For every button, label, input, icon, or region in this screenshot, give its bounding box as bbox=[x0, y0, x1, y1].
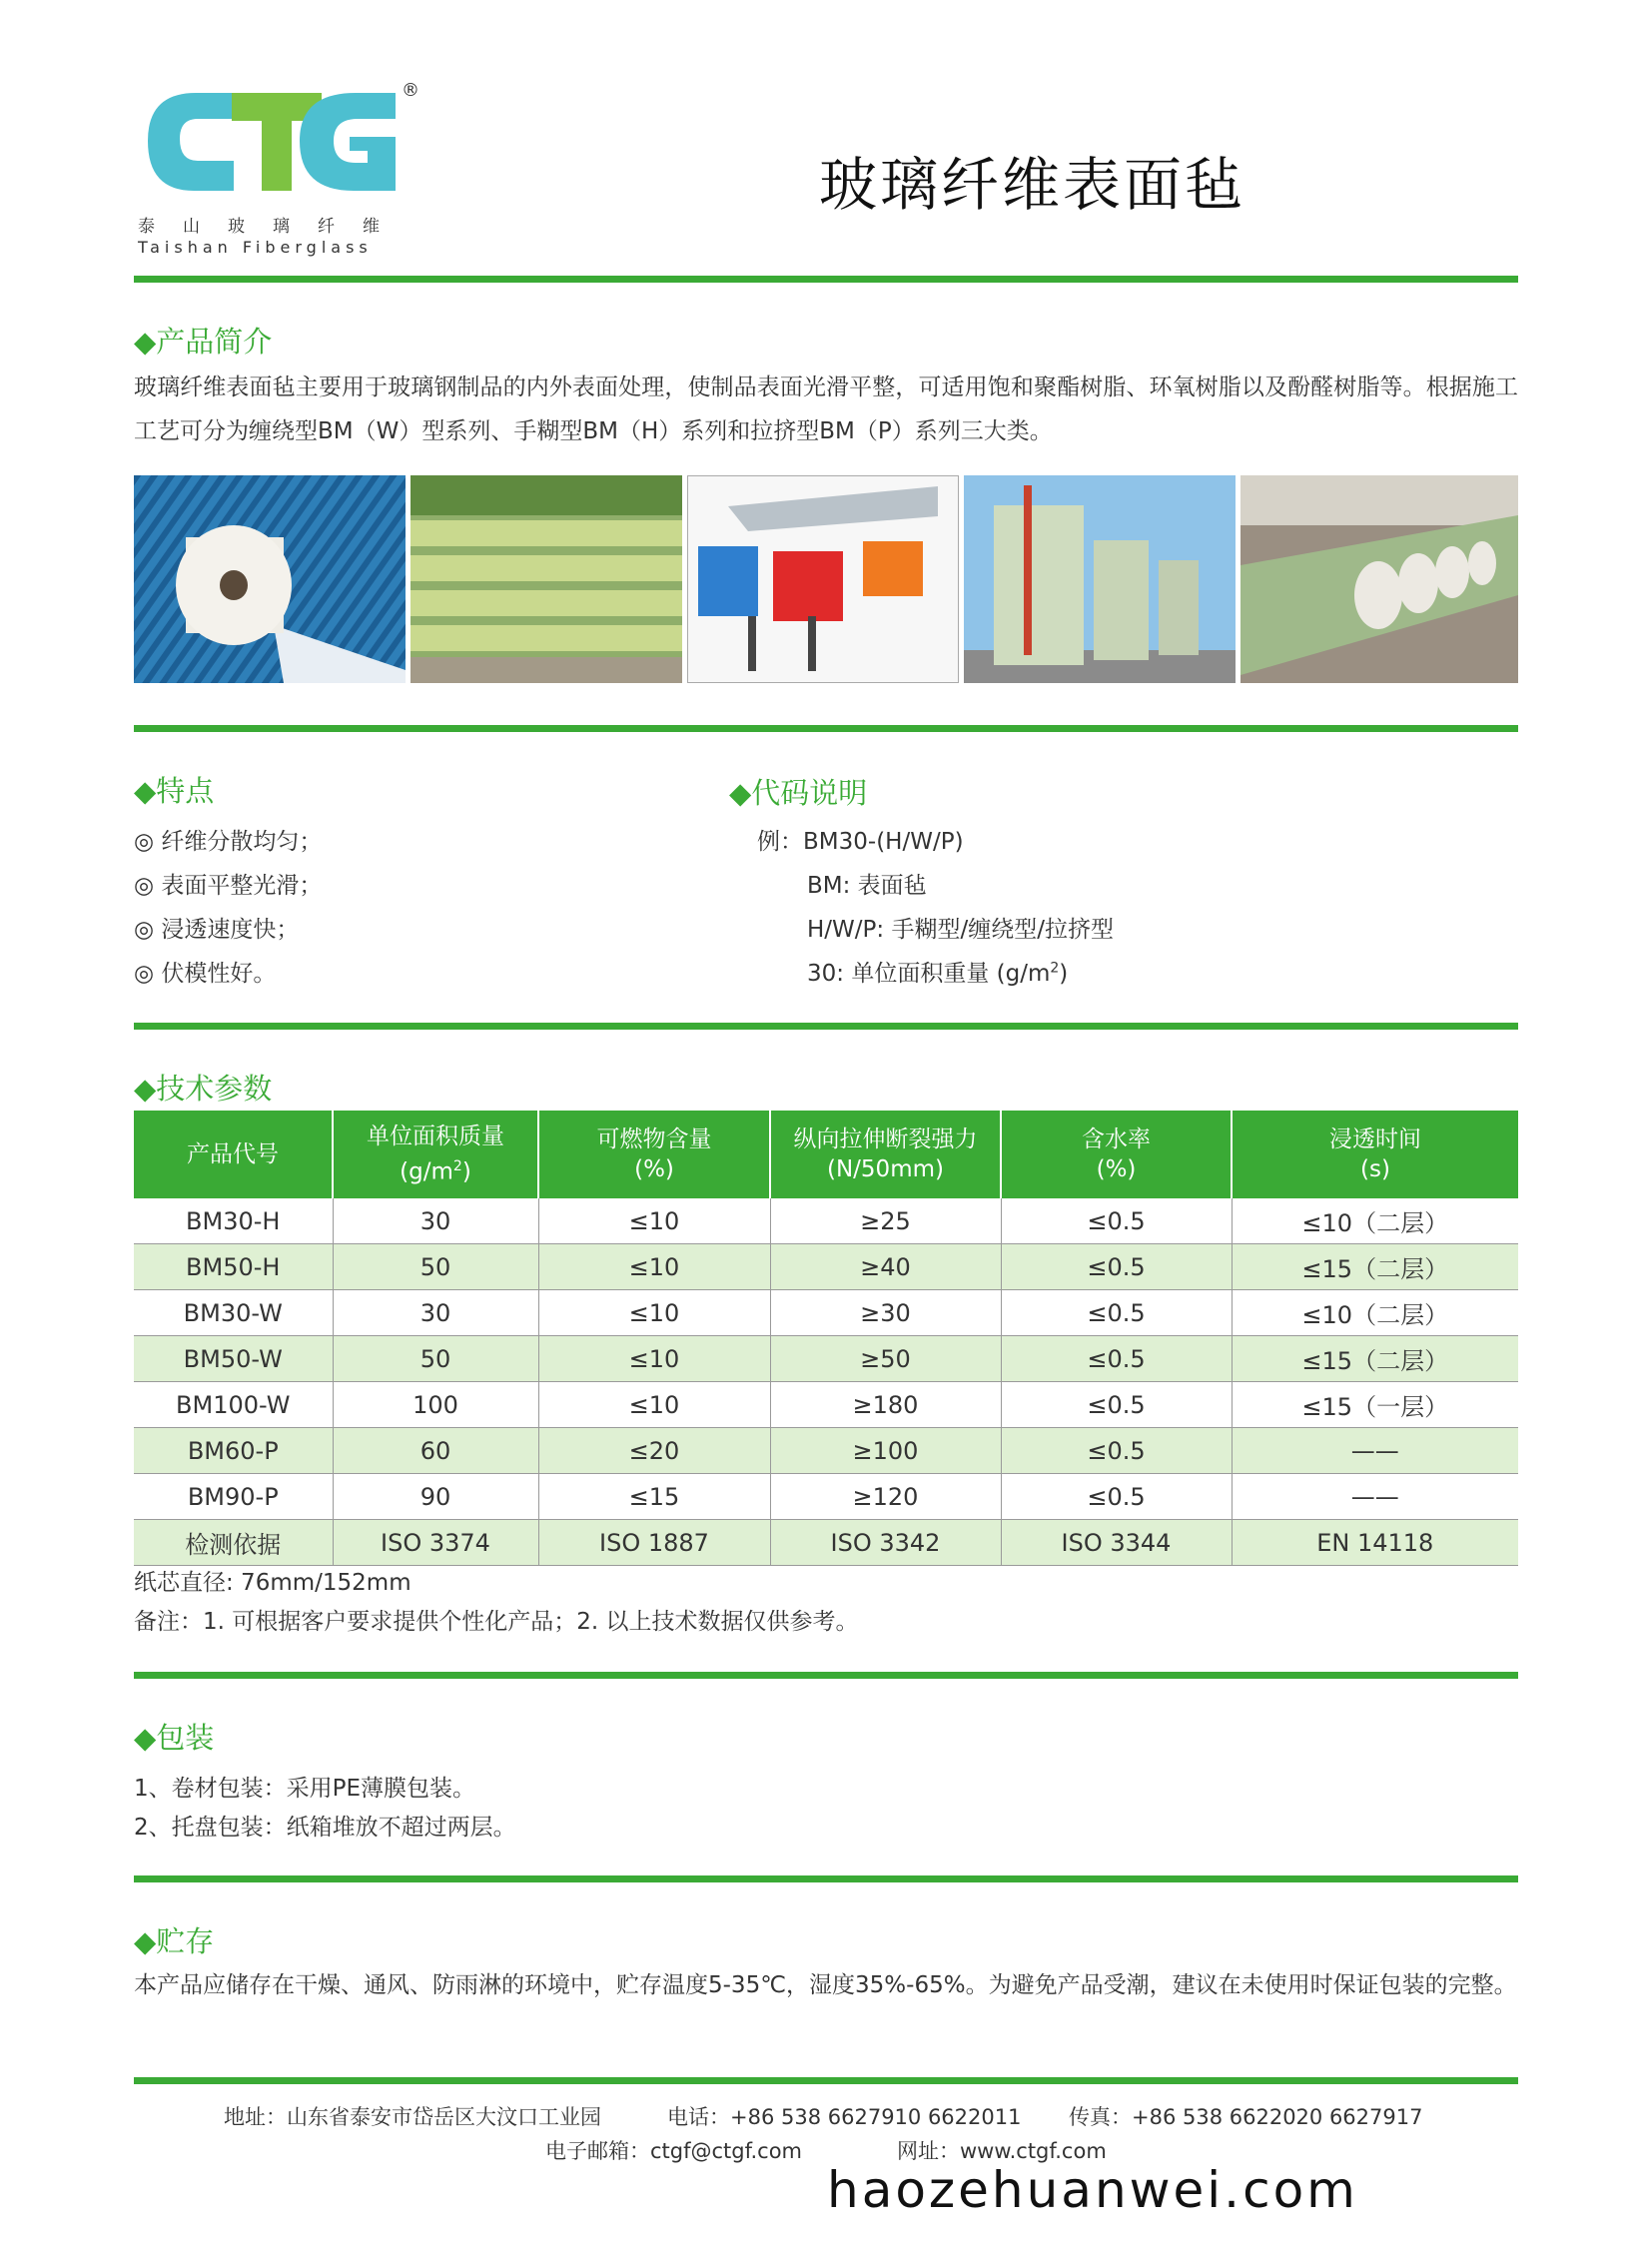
table-cell: ≤10 bbox=[538, 1290, 770, 1336]
table-cell: ≥180 bbox=[770, 1382, 1001, 1428]
table-cell: ≤0.5 bbox=[1001, 1382, 1232, 1428]
divider bbox=[134, 2077, 1518, 2084]
table-cell: ≥25 bbox=[770, 1198, 1001, 1244]
table-header-row bbox=[134, 1111, 1518, 1198]
table-row bbox=[134, 1244, 1518, 1290]
table-cell: ≤0.5 bbox=[1001, 1474, 1232, 1520]
table-cell: ≤15（一层） bbox=[1232, 1382, 1518, 1428]
feature-item: ◎ 纤维分散均匀； bbox=[134, 829, 323, 855]
table-cell: ≥120 bbox=[770, 1474, 1001, 1520]
footer-address: 地址：山东省泰安市岱岳区大汶口工业园 bbox=[224, 2105, 601, 2129]
table-row bbox=[134, 1428, 1518, 1474]
table-row bbox=[134, 1474, 1518, 1520]
photo-large-pipes bbox=[1240, 475, 1518, 683]
registered-mark: ® bbox=[402, 80, 419, 101]
table-cell: 90 bbox=[333, 1474, 538, 1520]
table-cell: ≥30 bbox=[770, 1290, 1001, 1336]
packing-heading: ◆包装 bbox=[134, 1721, 215, 1755]
table-cell: ≥40 bbox=[770, 1244, 1001, 1290]
th-tensile: 纵向拉伸断裂强力 (N/50mm) bbox=[770, 1111, 1001, 1198]
table-cell: BM90-P bbox=[134, 1474, 333, 1520]
code-unit-close: ) bbox=[1059, 961, 1069, 987]
th-wetout: 浸透时间 (s) bbox=[1232, 1111, 1518, 1198]
table-cell: 30 bbox=[333, 1290, 538, 1336]
footer-fax: 传真：+86 538 6622020 6627917 bbox=[1069, 2105, 1423, 2129]
tech-note: 备注：1. 可根据客户要求提供个性化产品；2. 以上技术数据仅供参考。 bbox=[134, 1609, 859, 1635]
table-row bbox=[134, 1336, 1518, 1382]
table-cell: —— bbox=[1232, 1428, 1518, 1474]
intro-text: 玻璃纤维表面毡主要用于玻璃钢制品的内外表面处理，使制品表面光滑平整，可适用饱和聚酯树脂、环氧树脂以及酚醛树脂等。根据施工工艺可分为缠绕型BM（W）型系列、手糊型BM（H）系列和拉挤型BM（P）系列三大类。 bbox=[134, 374, 1518, 444]
footer-phone: 电话：+86 538 6627910 6622011 bbox=[667, 2105, 1022, 2129]
table-cell: BM30-W bbox=[134, 1290, 333, 1336]
table-cell: BM50-W bbox=[134, 1336, 333, 1382]
footer-website[interactable]: 网址：www.ctgf.com bbox=[897, 2139, 1107, 2163]
th-code: 产品代号 bbox=[134, 1111, 333, 1198]
table-cell: EN 14118 bbox=[1232, 1520, 1518, 1566]
code-example: 例：BM30-(H/W/P) bbox=[757, 829, 964, 855]
table-cell: ≤10（二层） bbox=[1232, 1198, 1518, 1244]
table-cell: ≤10 bbox=[538, 1198, 770, 1244]
divider bbox=[134, 1023, 1518, 1030]
table-cell: BM100-W bbox=[134, 1382, 333, 1428]
table-row bbox=[134, 1382, 1518, 1428]
table-cell: ≤0.5 bbox=[1001, 1290, 1232, 1336]
packing-item: 1、卷材包装：采用PE薄膜包装。 bbox=[134, 1776, 476, 1802]
table-cell: 30 bbox=[333, 1198, 538, 1244]
table-cell: ≤15 bbox=[538, 1474, 770, 1520]
tech-heading: ◆技术参数 bbox=[134, 1072, 273, 1106]
divider bbox=[134, 276, 1518, 283]
table-cell: —— bbox=[1232, 1474, 1518, 1520]
table-cell: ISO 3342 bbox=[770, 1520, 1001, 1566]
table-cell: ≤0.5 bbox=[1001, 1244, 1232, 1290]
watermark-text: haozehuanwei.com bbox=[827, 2161, 1358, 2219]
ctg-logo-mark bbox=[134, 81, 404, 211]
table-cell: 50 bbox=[333, 1336, 538, 1382]
table-row bbox=[134, 1290, 1518, 1336]
photo-mat-roll bbox=[134, 475, 406, 683]
footer-email[interactable]: 电子邮箱：ctgf@ctgf.com bbox=[545, 2139, 803, 2163]
core-diameter: 纸芯直径: 76mm/152mm bbox=[134, 1570, 412, 1596]
table-cell: 检测依据 bbox=[134, 1520, 333, 1566]
table-cell: ≤0.5 bbox=[1001, 1428, 1232, 1474]
table-cell: ≤0.5 bbox=[1001, 1336, 1232, 1382]
table-cell: ≤0.5 bbox=[1001, 1198, 1232, 1244]
th-combustible: 可燃物含量 (%) bbox=[538, 1111, 770, 1198]
features-heading: ◆特点 bbox=[134, 774, 215, 808]
code-unit-line bbox=[807, 955, 1068, 988]
feature-item: ◎ 表面平整光滑； bbox=[134, 873, 323, 899]
code-unit-sup: 2 bbox=[1050, 960, 1060, 977]
table-cell: 60 bbox=[333, 1428, 538, 1474]
table-cell: ≤15（二层） bbox=[1232, 1244, 1518, 1290]
table-cell: ISO 3344 bbox=[1001, 1520, 1232, 1566]
divider bbox=[134, 1672, 1518, 1679]
table-row bbox=[134, 1520, 1518, 1566]
logo-cn-name: 泰山玻璃纤维 bbox=[138, 217, 408, 237]
table-cell: ≤10 bbox=[538, 1244, 770, 1290]
table-cell: BM60-P bbox=[134, 1428, 333, 1474]
code-line: BM: 表面毡 bbox=[807, 873, 927, 899]
th-moisture: 含水率 (%) bbox=[1001, 1111, 1232, 1198]
th-weight: 单位面积质量 $(g/m^2)$ bbox=[333, 1111, 538, 1198]
table-cell: ≥50 bbox=[770, 1336, 1001, 1382]
feature-item: ◎ 浸透速度快； bbox=[134, 917, 300, 943]
photo-chairs bbox=[687, 475, 959, 683]
divider bbox=[134, 725, 1518, 732]
photo-frp-pipes bbox=[411, 475, 682, 683]
photo-storage-tanks bbox=[964, 475, 1236, 683]
spec-table bbox=[134, 1111, 1518, 1566]
table-cell: ≤20 bbox=[538, 1428, 770, 1474]
code-line: H/W/P: 手糊型/缠绕型/拉挤型 bbox=[807, 917, 1114, 943]
table-cell: ≤15（二层） bbox=[1232, 1336, 1518, 1382]
logo-en-name: Taishan Fiberglass bbox=[138, 238, 373, 257]
table-cell: BM50-H bbox=[134, 1244, 333, 1290]
packing-item: 2、托盘包装：纸箱堆放不超过两层。 bbox=[134, 1815, 516, 1841]
code-unit-text: 30: 单位面积重量 (g/m bbox=[807, 961, 1051, 987]
feature-item: ◎ 伏模性好。 bbox=[134, 961, 277, 987]
storage-text: 本产品应储存在干燥、通风、防雨淋的环境中，贮存温度5-35℃，湿度35%-65%。为避免产品受潮，建议在未使用时保证包装的完整。 bbox=[134, 1972, 1517, 1998]
code-heading: ◆代码说明 bbox=[729, 776, 868, 810]
table-row bbox=[134, 1198, 1518, 1244]
table-cell: ≤10 bbox=[538, 1382, 770, 1428]
table-cell: ISO 3374 bbox=[333, 1520, 538, 1566]
table-cell: ISO 1887 bbox=[538, 1520, 770, 1566]
intro-heading: ◆产品简介 bbox=[134, 325, 273, 359]
table-cell: ≤10（二层） bbox=[1232, 1290, 1518, 1336]
table-cell: BM30-H bbox=[134, 1198, 333, 1244]
table-cell: ≤10 bbox=[538, 1336, 770, 1382]
table-cell: ≥100 bbox=[770, 1428, 1001, 1474]
storage-heading: ◆贮存 bbox=[134, 1924, 215, 1958]
table-cell: 50 bbox=[333, 1244, 538, 1290]
divider bbox=[134, 1875, 1518, 1882]
table-cell: 100 bbox=[333, 1382, 538, 1428]
page-title: 玻璃纤维表面毡 bbox=[819, 151, 1246, 219]
